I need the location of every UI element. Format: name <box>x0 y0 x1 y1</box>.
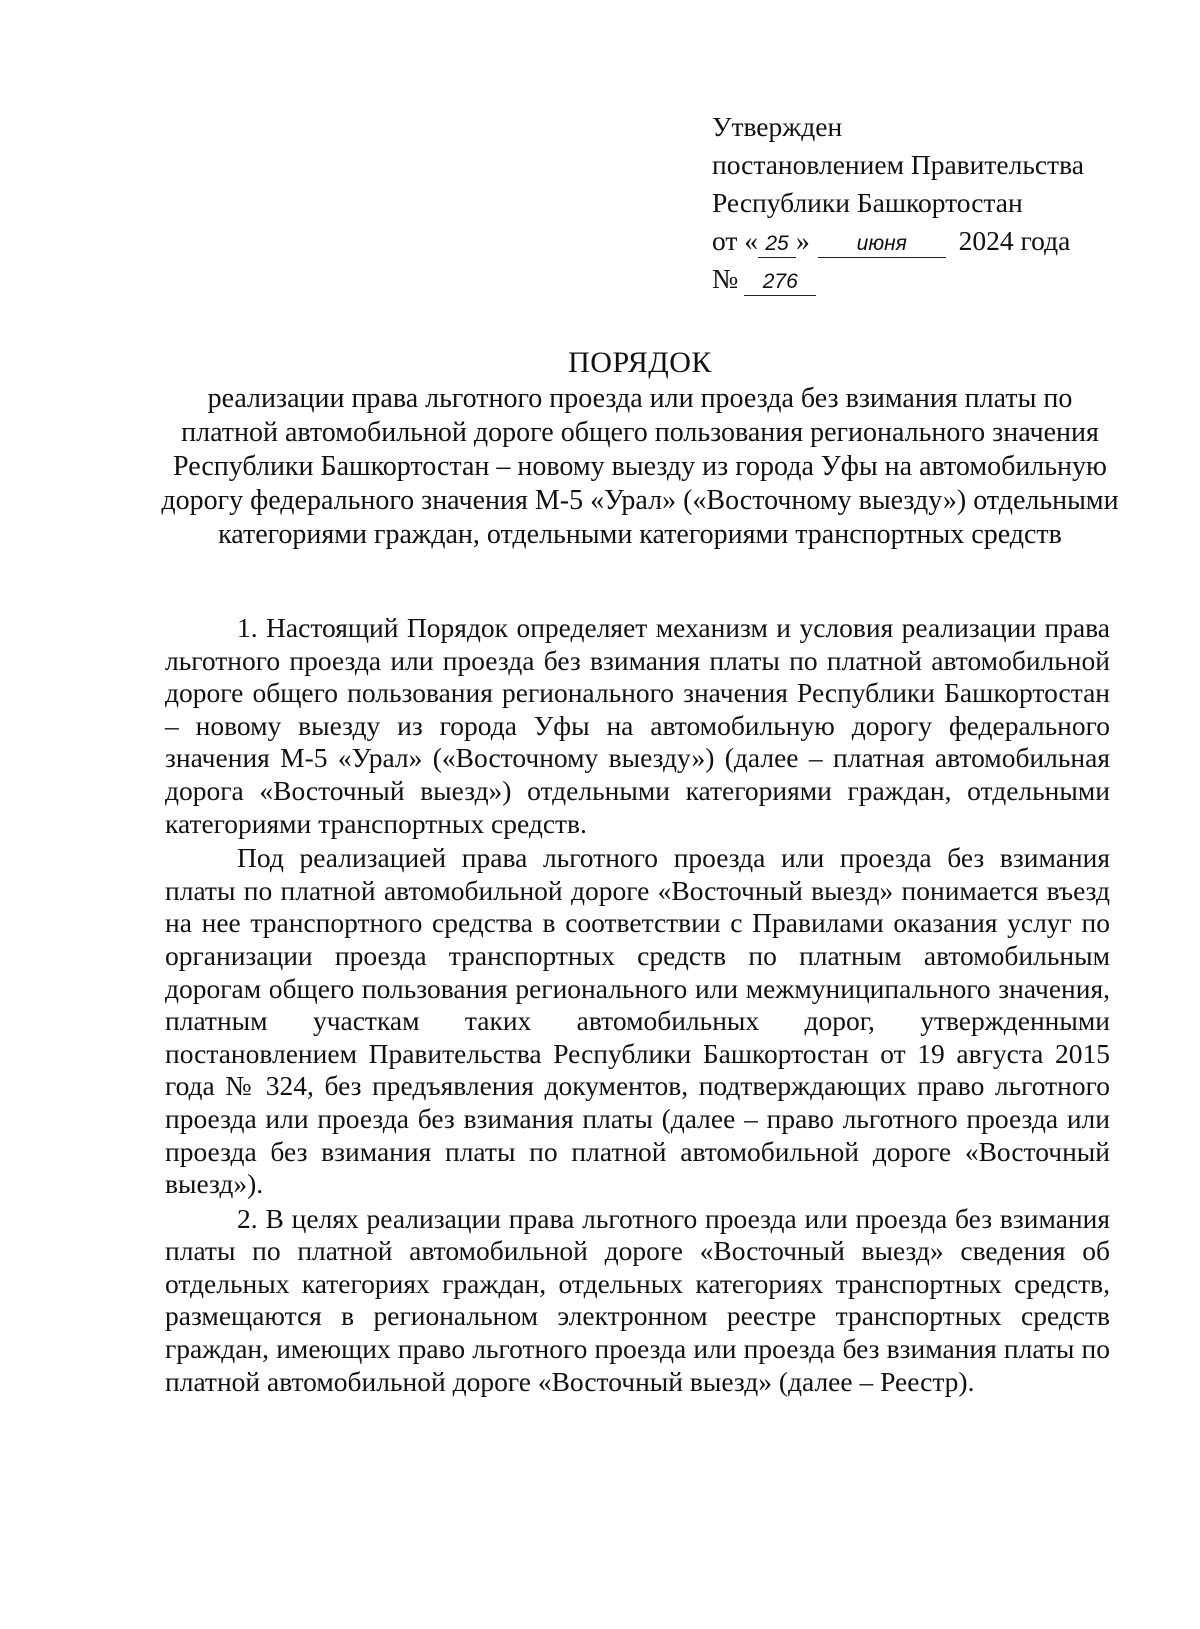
date-day: 25 <box>758 231 796 258</box>
date-year: 2024 года <box>958 225 1071 256</box>
document-subtitle: реализации права льготного проезда или проезда без взимания платы по платной автомобильной дороге общего пользования регионального значения Республики Башкортостан – новому выезду из города Уфы на автомобильную дорогу федерального значения М-5 «Урал» («Восточному выезду») отдельными категориями граждан, отдельными категориями транспортных средств <box>161 383 1119 550</box>
document-type-title: ПОРЯДОК <box>568 346 712 379</box>
document-heading <box>130 344 1150 552</box>
number-prefix: № <box>712 263 739 294</box>
approval-line-approved: Утвержден <box>712 111 843 142</box>
approval-number-line <box>712 260 1152 298</box>
date-mid: » <box>796 225 810 256</box>
approval-line-republic: Республики Башкортостан <box>712 187 1023 218</box>
paragraph-3: 2. В целях реализации права льготного проезда или проезда без взимания платы по платной автомобильной дороге «Восточный выезд» сведения об отдельных категориях граждан, отдельных категориях транспортных средств, размещаются в региональном электронном реестре транспортных средств граждан, имеющих право льготного проезда или проезда без взимания платы по платной автомобильной дороге «Восточный выезд» (далее – Реестр). <box>165 1202 1110 1397</box>
approval-stamp <box>712 108 1152 298</box>
date-month: июня <box>818 231 946 258</box>
paragraph-2: Под реализацией права льготного проезда или проезда без взимания платы по платной автомобильной дороге «Восточный выезд» понимается въезд на нее транспортного средства в соответствии с Правилами оказания услуг по организации проезда транспортных средств по платным автомобильным дорогам общего пользования регионального или межмуниципального значения, платным участкам таких автомобильных дорог, утвержденными постановлением Правительства Республики Башкортостан от 19 августа 2015 года № 324, без предъявления документов, подтверждающих право льготного проезда или проезда без взимания платы (далее – право льготного проезда или проезда без взимания платы по платной автомобильной дороге «Восточный выезд»). <box>165 842 1110 1200</box>
date-prefix: от « <box>712 225 759 256</box>
resolution-number: 276 <box>744 269 816 296</box>
approval-date-line <box>712 222 1152 260</box>
paragraph-1: 1. Настоящий Порядок определяет механизм и условия реализации права льготного проезда или проезда без взимания платы по платной автомобильной дороге общего пользования регионального значения Республики Башкортостан – новому выезду из города Уфы на автомобильную дорогу федерального значения М-5 «Урал» («Восточному выезду») (далее – платная автомобильная дорога «Восточный выезд») отдельными категориями граждан, отдельными категориями транспортных средств. <box>165 612 1110 839</box>
document-body <box>165 612 1110 1400</box>
approval-line-resolution: постановлением Правительства <box>712 149 1084 180</box>
